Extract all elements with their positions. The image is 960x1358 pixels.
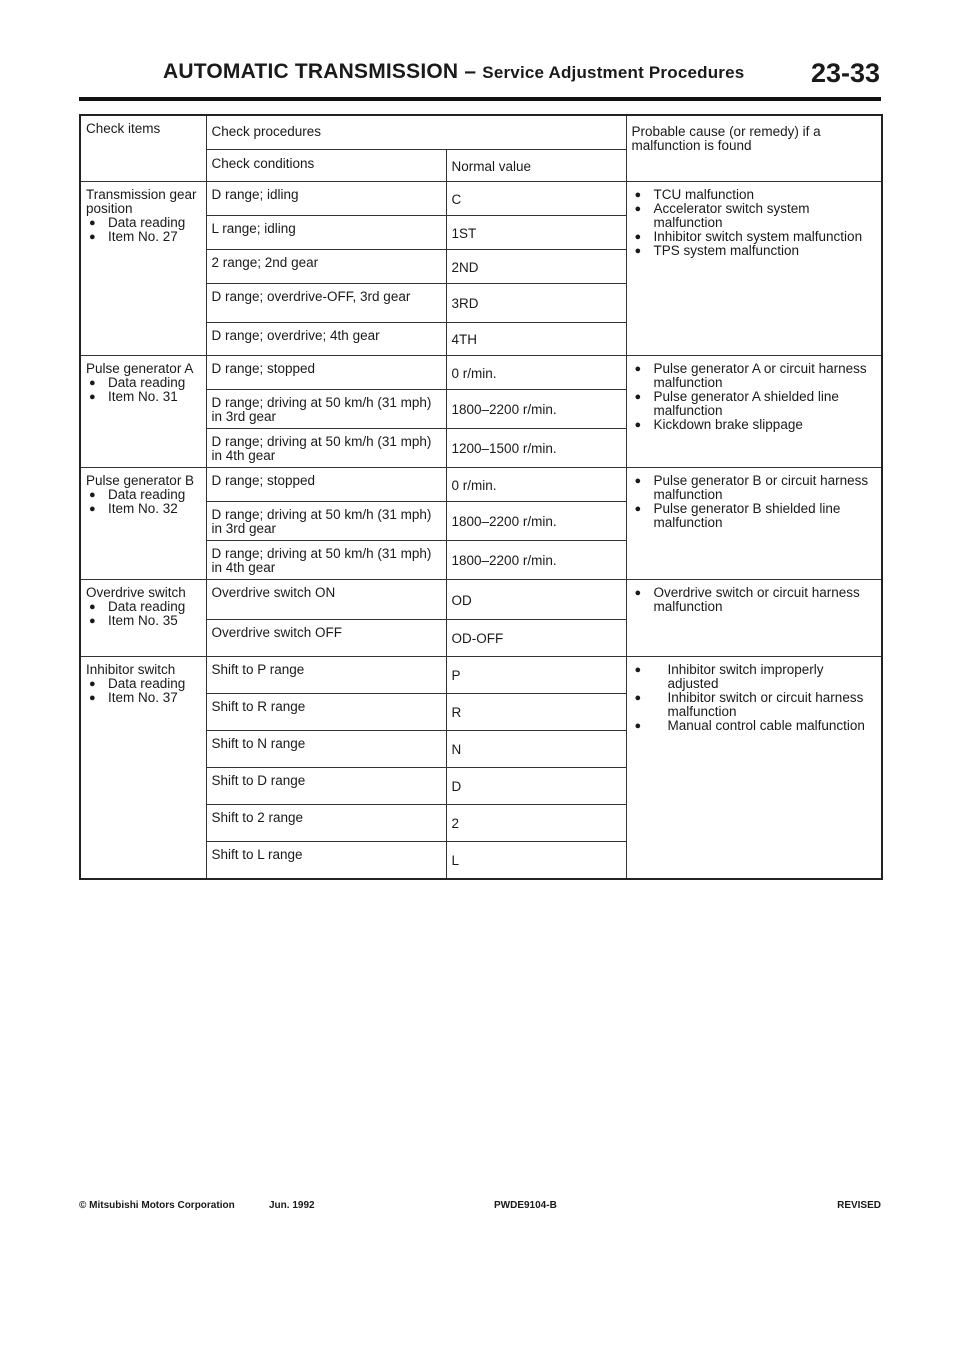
section-subtitle: Service Adjustment Procedures bbox=[482, 63, 745, 82]
probable-cause-item: ● Inhibitor switch or circuit harness malfunction bbox=[632, 691, 877, 719]
check-condition: D range; driving at 50 km/h (31 mph) in 3rd gear bbox=[206, 502, 446, 541]
check-item-title: Transmission gear position bbox=[86, 187, 197, 216]
check-item-bullets bbox=[86, 216, 201, 244]
table-row bbox=[80, 580, 882, 620]
check-condition: D range; overdrive; 4th gear bbox=[206, 323, 446, 356]
check-item-bullet: ● Item No. 37 bbox=[86, 691, 201, 705]
normal-value: N bbox=[446, 731, 626, 768]
normal-value: 1800–2200 r/min. bbox=[446, 390, 626, 429]
check-item-bullet: ● Item No. 32 bbox=[86, 502, 201, 516]
probable-cause-cell bbox=[626, 468, 882, 580]
normal-value: P bbox=[446, 657, 626, 694]
footer-copyright: © Mitsubishi Motors Corporation bbox=[79, 1200, 235, 1211]
check-condition: D range; driving at 50 km/h (31 mph) in 3rd gear bbox=[206, 390, 446, 429]
check-condition: D range; overdrive-OFF, 3rd gear bbox=[206, 284, 446, 323]
check-item-bullets bbox=[86, 376, 201, 404]
table-row bbox=[80, 468, 882, 502]
header-check-conditions: Check conditions bbox=[206, 150, 446, 182]
check-item-title: Pulse generator B bbox=[86, 473, 195, 488]
normal-value: R bbox=[446, 694, 626, 731]
check-item-cell bbox=[80, 580, 206, 657]
footer-code: PWDE9104-B bbox=[494, 1200, 557, 1211]
page-number: 23-33 bbox=[811, 58, 881, 88]
probable-cause-list bbox=[632, 474, 877, 530]
table-row bbox=[80, 657, 882, 694]
normal-value: L bbox=[446, 842, 626, 880]
header-normal-value: Normal value bbox=[446, 150, 626, 182]
check-item-bullets bbox=[86, 488, 201, 516]
footer-status: REVISED bbox=[837, 1200, 881, 1211]
check-table bbox=[79, 114, 883, 880]
check-item-bullet: ● Data reading bbox=[86, 677, 201, 691]
normal-value: 1800–2200 r/min. bbox=[446, 541, 626, 580]
probable-cause-cell bbox=[626, 356, 882, 468]
check-item-cell bbox=[80, 657, 206, 880]
check-condition: Overdrive switch OFF bbox=[206, 620, 446, 657]
probable-cause-item: ● Kickdown brake slippage bbox=[632, 418, 877, 432]
check-item-cell bbox=[80, 468, 206, 580]
normal-value: OD-OFF bbox=[446, 620, 626, 657]
check-item-bullet: ● Item No. 27 bbox=[86, 230, 201, 244]
table-row bbox=[80, 182, 882, 216]
check-item-cell bbox=[80, 356, 206, 468]
probable-cause-item: ● Pulse generator A shielded line malfunction bbox=[632, 390, 877, 418]
title-separator: – bbox=[464, 60, 477, 83]
check-item-title: Overdrive switch bbox=[86, 585, 186, 600]
check-condition: 2 range; 2nd gear bbox=[206, 250, 446, 284]
probable-cause-cell bbox=[626, 182, 882, 356]
check-item-bullet: ● Item No. 35 bbox=[86, 614, 201, 628]
check-item-title: Pulse generator A bbox=[86, 361, 194, 376]
check-condition: Shift to L range bbox=[206, 842, 446, 880]
normal-value: 1200–1500 r/min. bbox=[446, 429, 626, 468]
probable-cause-item: ● Inhibitor switch improperly adjusted bbox=[632, 663, 877, 691]
check-item-bullet: ● Data reading bbox=[86, 600, 201, 614]
normal-value: 1ST bbox=[446, 216, 626, 250]
check-item-bullet: ● Data reading bbox=[86, 216, 201, 230]
probable-cause-item: ● Manual control cable malfunction bbox=[632, 719, 877, 733]
check-item-bullet: ● Data reading bbox=[86, 488, 201, 502]
normal-value: 4TH bbox=[446, 323, 626, 356]
normal-value: 3RD bbox=[446, 284, 626, 323]
probable-cause-cell bbox=[626, 580, 882, 657]
normal-value: 2 bbox=[446, 805, 626, 842]
probable-cause-list bbox=[632, 586, 877, 614]
check-condition: Shift to R range bbox=[206, 694, 446, 731]
check-item-title: Inhibitor switch bbox=[86, 662, 176, 677]
check-condition: L range; idling bbox=[206, 216, 446, 250]
normal-value: OD bbox=[446, 580, 626, 620]
probable-cause-item: ● Overdrive switch or circuit harness malfunction bbox=[632, 586, 877, 614]
check-item-bullet: ● Data reading bbox=[86, 376, 201, 390]
check-table-body bbox=[80, 115, 882, 879]
check-item-bullet: ● Item No. 31 bbox=[86, 390, 201, 404]
probable-cause-item: ● Pulse generator A or circuit harness malfunction bbox=[632, 362, 877, 390]
page-title bbox=[163, 60, 744, 84]
probable-cause-cell bbox=[626, 657, 882, 880]
check-condition: Shift to N range bbox=[206, 731, 446, 768]
probable-cause-item: ● Pulse generator B shielded line malfunction bbox=[632, 502, 877, 530]
check-condition: D range; driving at 50 km/h (31 mph) in 4th gear bbox=[206, 541, 446, 580]
section-title: AUTOMATIC TRANSMISSION bbox=[163, 60, 459, 83]
check-condition: D range; idling bbox=[206, 182, 446, 216]
probable-cause-item: ● TCU malfunction bbox=[632, 188, 877, 202]
check-condition: Shift to P range bbox=[206, 657, 446, 694]
probable-cause-item: ● Accelerator switch system malfunction bbox=[632, 202, 877, 230]
probable-cause-item: ● TPS system malfunction bbox=[632, 244, 877, 258]
header-check-items: Check items bbox=[80, 115, 206, 182]
probable-cause-list bbox=[632, 362, 877, 432]
normal-value: 0 r/min. bbox=[446, 468, 626, 502]
check-condition: D range; stopped bbox=[206, 356, 446, 390]
normal-value: D bbox=[446, 768, 626, 805]
header-rule bbox=[79, 97, 881, 101]
check-condition: D range; driving at 50 km/h (31 mph) in 4th gear bbox=[206, 429, 446, 468]
normal-value: 0 r/min. bbox=[446, 356, 626, 390]
check-condition: D range; stopped bbox=[206, 468, 446, 502]
check-item-bullets bbox=[86, 600, 201, 628]
probable-cause-item: ● Pulse generator B or circuit harness malfunction bbox=[632, 474, 877, 502]
check-condition: Shift to D range bbox=[206, 768, 446, 805]
check-condition: Overdrive switch ON bbox=[206, 580, 446, 620]
header-probable-cause: Probable cause (or remedy) if a malfunction is found bbox=[626, 115, 882, 182]
table-row bbox=[80, 356, 882, 390]
probable-cause-item: ● Inhibitor switch system malfunction bbox=[632, 230, 877, 244]
probable-cause-list bbox=[632, 188, 877, 258]
check-item-cell bbox=[80, 182, 206, 356]
header-row-1 bbox=[80, 115, 882, 150]
check-item-bullets bbox=[86, 677, 201, 705]
normal-value: 1800–2200 r/min. bbox=[446, 502, 626, 541]
probable-cause-list bbox=[632, 663, 877, 733]
page-header bbox=[0, 58, 960, 98]
check-condition: Shift to 2 range bbox=[206, 805, 446, 842]
header-check-procedures: Check procedures bbox=[206, 115, 626, 150]
normal-value: 2ND bbox=[446, 250, 626, 284]
footer-date: Jun. 1992 bbox=[269, 1200, 315, 1211]
normal-value: C bbox=[446, 182, 626, 216]
